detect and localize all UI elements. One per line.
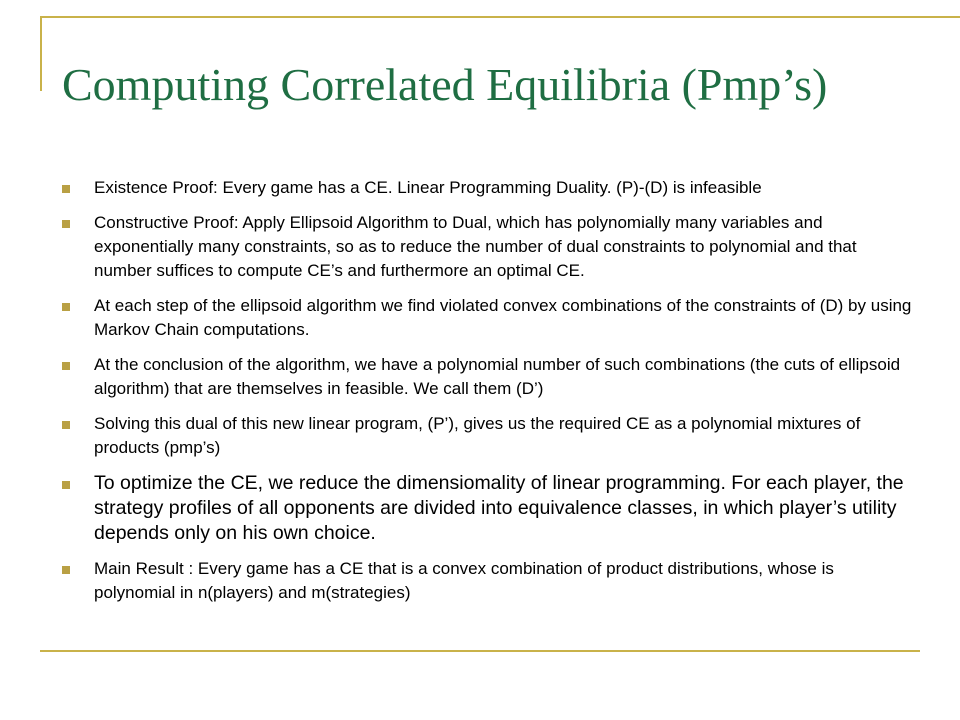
bullet-list (62, 176, 912, 616)
bullet-marker-icon (62, 481, 70, 489)
bullet-text: At the conclusion of the algorithm, we have a polynomial number of such combinations (the cuts of ellipsoid algorithm) that are themselves in feasible. We call them (D’) (94, 355, 901, 398)
top-rule-line (40, 16, 960, 18)
bullet-item (62, 353, 912, 401)
bottom-rule-line (40, 650, 920, 652)
bullet-item (62, 176, 912, 200)
bullet-item (62, 471, 912, 546)
bullet-marker-icon (62, 220, 70, 228)
bullet-text: Existence Proof: Every game has a CE. Linear Programming Duality. (P)-(D) is infeasible (94, 178, 762, 197)
bullet-text: Main Result : Every game has a CE that is a convex combination of product distributions, whose is polynomial in n(players) and m(strategies) (94, 559, 834, 602)
bullet-marker-icon (62, 362, 70, 370)
bullet-marker-icon (62, 303, 70, 311)
bullet-text: Solving this dual of this new linear program, (P’), gives us the required CE as a polynomial mixtures of products (pmp’s) (94, 414, 861, 457)
bullet-marker-icon (62, 566, 70, 574)
bullet-item (62, 412, 912, 460)
bullet-text: At each step of the ellipsoid algorithm we find violated convex combinations of the constraints of (D) by using Markov Chain computations. (94, 296, 912, 339)
left-rule-line (40, 16, 42, 91)
bullet-item (62, 211, 912, 283)
bullet-text: To optimize the CE, we reduce the dimensiomality of linear programming. For each player, the strategy profiles of all opponents are divided into equivalence classes, in which player’s utility depends only on his own choice. (94, 472, 904, 544)
bullet-item (62, 557, 912, 605)
bullet-text: Constructive Proof: Apply Ellipsoid Algorithm to Dual, which has polynomially many variables and exponentially many constraints, so as to reduce the number of dual constraints to polynomial and that number suffices to compute CE’s and furthermore an optimal CE. (94, 213, 857, 280)
bullet-item (62, 294, 912, 342)
slide-title: Computing Correlated Equilibria (Pmp’s) (62, 59, 828, 110)
bullet-marker-icon (62, 421, 70, 429)
bullet-marker-icon (62, 185, 70, 193)
